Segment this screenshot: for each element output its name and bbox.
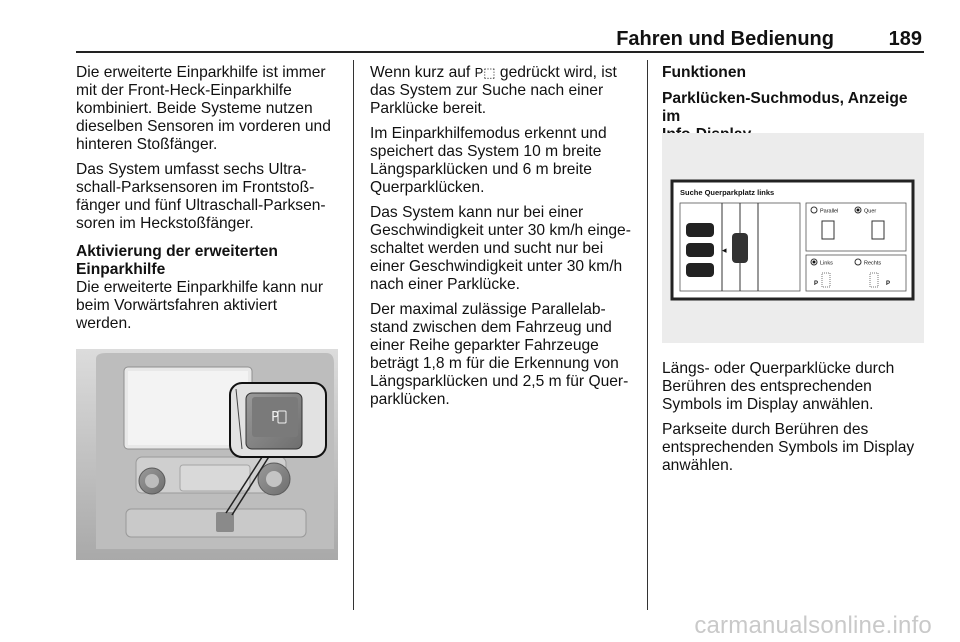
parking-assist-icon: P⬚ [474, 65, 496, 80]
paragraph: Parkseite durch Berühren des entsprechenden Symbols im Display anwählen. [662, 421, 915, 474]
display-title: Suche Querparkplatz links [680, 188, 775, 197]
paragraph: Der maximal zulässige Parallelab- stand zwischen dem Fahrzeug und einer Reihe geparkter Fahrzeuge beträgt 1,8 m für die Erkennung von Längsparklücken und 2,5 m für Quer- parklücken. [370, 301, 629, 408]
arrow-left-icon: ◂ [722, 246, 727, 256]
subsection-heading: Parklücken-Suchmodus, Anzeige im [662, 90, 908, 125]
svg-text:P: P [271, 410, 279, 425]
watermark: carmanualsonline.info [694, 612, 932, 639]
header-rule [76, 51, 924, 53]
text-run: Wenn kurz auf [370, 64, 475, 81]
option-parallel[interactable]: Parallel [820, 208, 839, 215]
park-left-label: P [814, 281, 819, 287]
section-title: Fahren und Bedienung [616, 28, 834, 50]
column-3 [662, 64, 924, 144]
page-number: 189 [888, 28, 922, 50]
paragraph [370, 64, 642, 118]
option-rechts[interactable]: Rechts [864, 260, 882, 267]
info-display-illustration [662, 133, 924, 343]
dashboard-button-illustration [76, 349, 338, 560]
column-2 [370, 64, 642, 416]
dashboard-illustration-svg [76, 349, 338, 560]
paragraph: Im Einparkhilfemodus erkennt und speichert das System 10 m breite Längsparklücken und 6 m breite Querparklücken. [370, 125, 607, 196]
section-heading: Funktionen [662, 64, 747, 81]
column-3-text [662, 360, 924, 482]
option-quer[interactable]: Quer [864, 208, 877, 215]
paragraph: Das System umfasst sechs Ultra- schall-Parksensoren im Frontstoß- fänger und fünf Ultraschall-Parksen- soren im Heckstoßfänger. [76, 161, 326, 232]
paragraph: Das System kann nur bei einer Geschwindigkeit unter 30 km/h einge- schaltet werden und sucht nur bei einer Geschwindigkeit unter 30 km/h nach einer Parklücke. [370, 204, 631, 293]
column-divider-1 [353, 60, 354, 610]
column-divider-2 [647, 60, 648, 610]
info-display-svg [662, 133, 924, 343]
option-links[interactable]: Links [820, 260, 833, 267]
column-1 [76, 64, 346, 340]
text-run: gedrückt wird, ist das System zur Suche nach einer Parklücke bereit. [370, 64, 617, 117]
paragraph: Längs- oder Querparklücke durch Berühren des entsprechenden Symbols im Display anwählen. [662, 360, 895, 413]
section-heading: Aktivierung der erweiterten Einparkhilfe [76, 243, 278, 278]
paragraph: Die erweiterte Einparkhilfe kann nur beim Vorwärtsfahren aktiviert werden. [76, 279, 324, 332]
paragraph: Die erweiterte Einparkhilfe ist immer mit der Front-Heck-Einparkhilfe kombiniert. Beide Systeme nutzen dieselben Sensoren im vorderen und hinteren Stoßfänger. [76, 64, 331, 153]
park-right-label: P [886, 281, 891, 287]
page-header [76, 28, 924, 52]
